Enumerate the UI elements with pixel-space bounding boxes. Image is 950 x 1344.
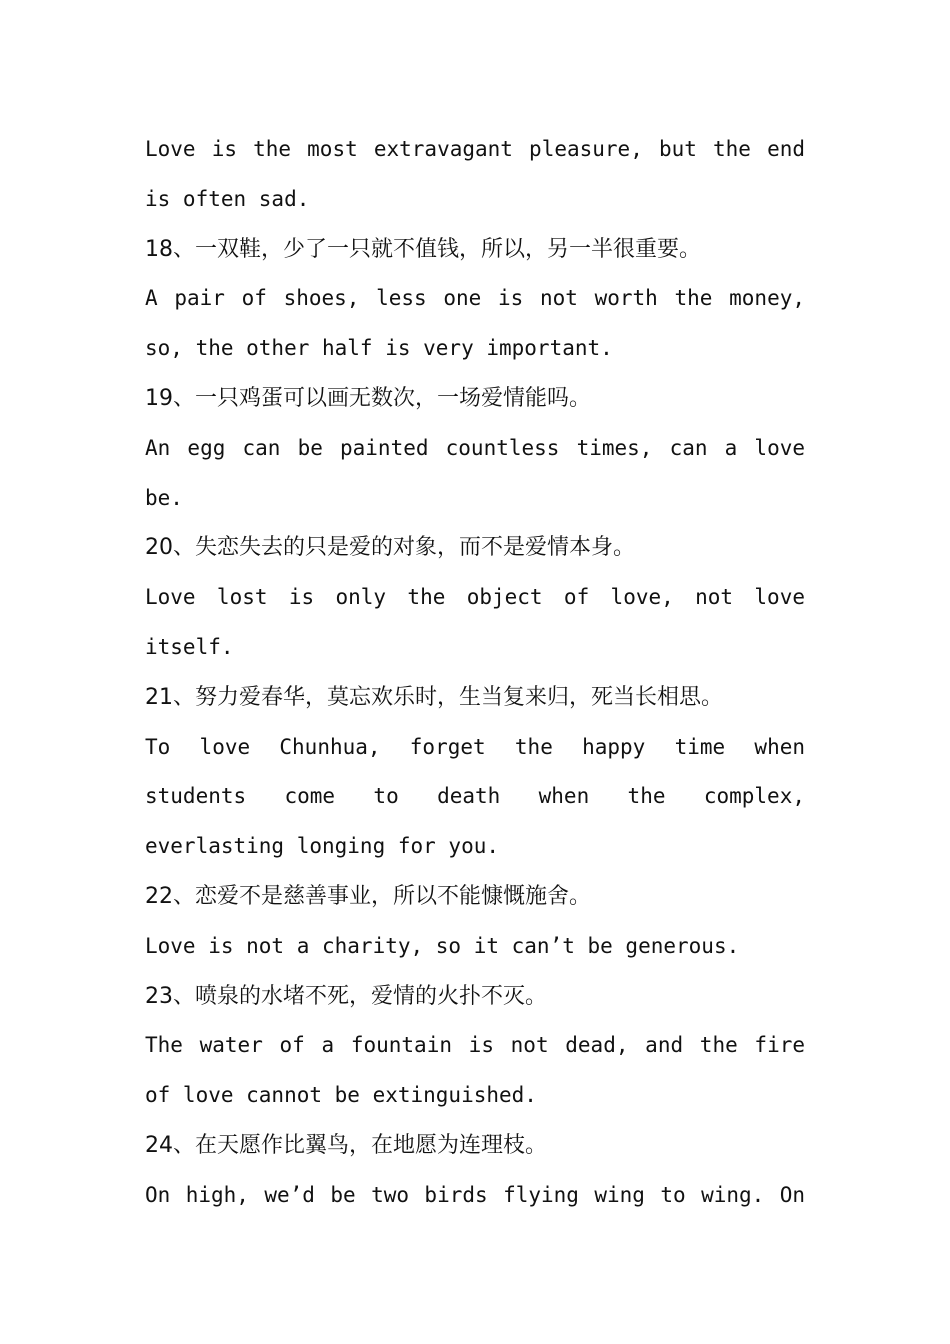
- text-line-8: be.: [145, 485, 183, 510]
- text-line-11: itself.: [145, 634, 234, 659]
- quote-heading-24: 24、在天愿作比翼鸟，在地愿为连理枝。: [145, 1132, 547, 1158]
- quote-heading-20: 20、失恋失去的只是爱的对象，而不是爱情本身。: [145, 535, 635, 561]
- text-line-10: Love lost is only the object of love, not love: [145, 585, 805, 610]
- text-line-19: The water of a fountain is not dead, and the fire: [145, 1033, 805, 1058]
- document-body: [145, 125, 805, 1221]
- text-line-22: On high, we’d be two birds flying wing to wing. On: [145, 1182, 805, 1207]
- quote-heading-19: 19、一只鸡蛋可以画无数次，一场爱情能吗。: [145, 385, 591, 411]
- text-line-2: is often sad.: [145, 186, 310, 211]
- quote-heading-23: 23、喷泉的水堵不死，爱情的火扑不灭。: [145, 983, 547, 1009]
- text-line-7: An egg can be painted countless times, can a love: [145, 435, 805, 460]
- text-line-13: To love Chunhua, forget the happy time when: [145, 734, 805, 759]
- text-line-14: students come to death when the complex,: [145, 784, 805, 809]
- text-line-5: so, the other half is very important.: [145, 336, 613, 361]
- text-line-15: everlasting longing for you.: [145, 834, 500, 859]
- text-line-4: A pair of shoes, less one is not worth the money,: [145, 286, 805, 311]
- text-line-17: Love is not a charity, so it can’t be generous.: [145, 933, 740, 958]
- quote-heading-22: 22、恋爱不是慈善事业，所以不能慷慨施舍。: [145, 883, 591, 909]
- quote-heading-21: 21、努力爱春华，莫忘欢乐时，生当复来归，死当长相思。: [145, 684, 723, 710]
- text-line-20: of love cannot be extinguished.: [145, 1083, 537, 1108]
- quote-heading-18: 18、一双鞋，少了一只就不值钱，所以，另一半很重要。: [145, 236, 701, 262]
- text-line-1: Love is the most extravagant pleasure, but the end: [145, 137, 805, 161]
